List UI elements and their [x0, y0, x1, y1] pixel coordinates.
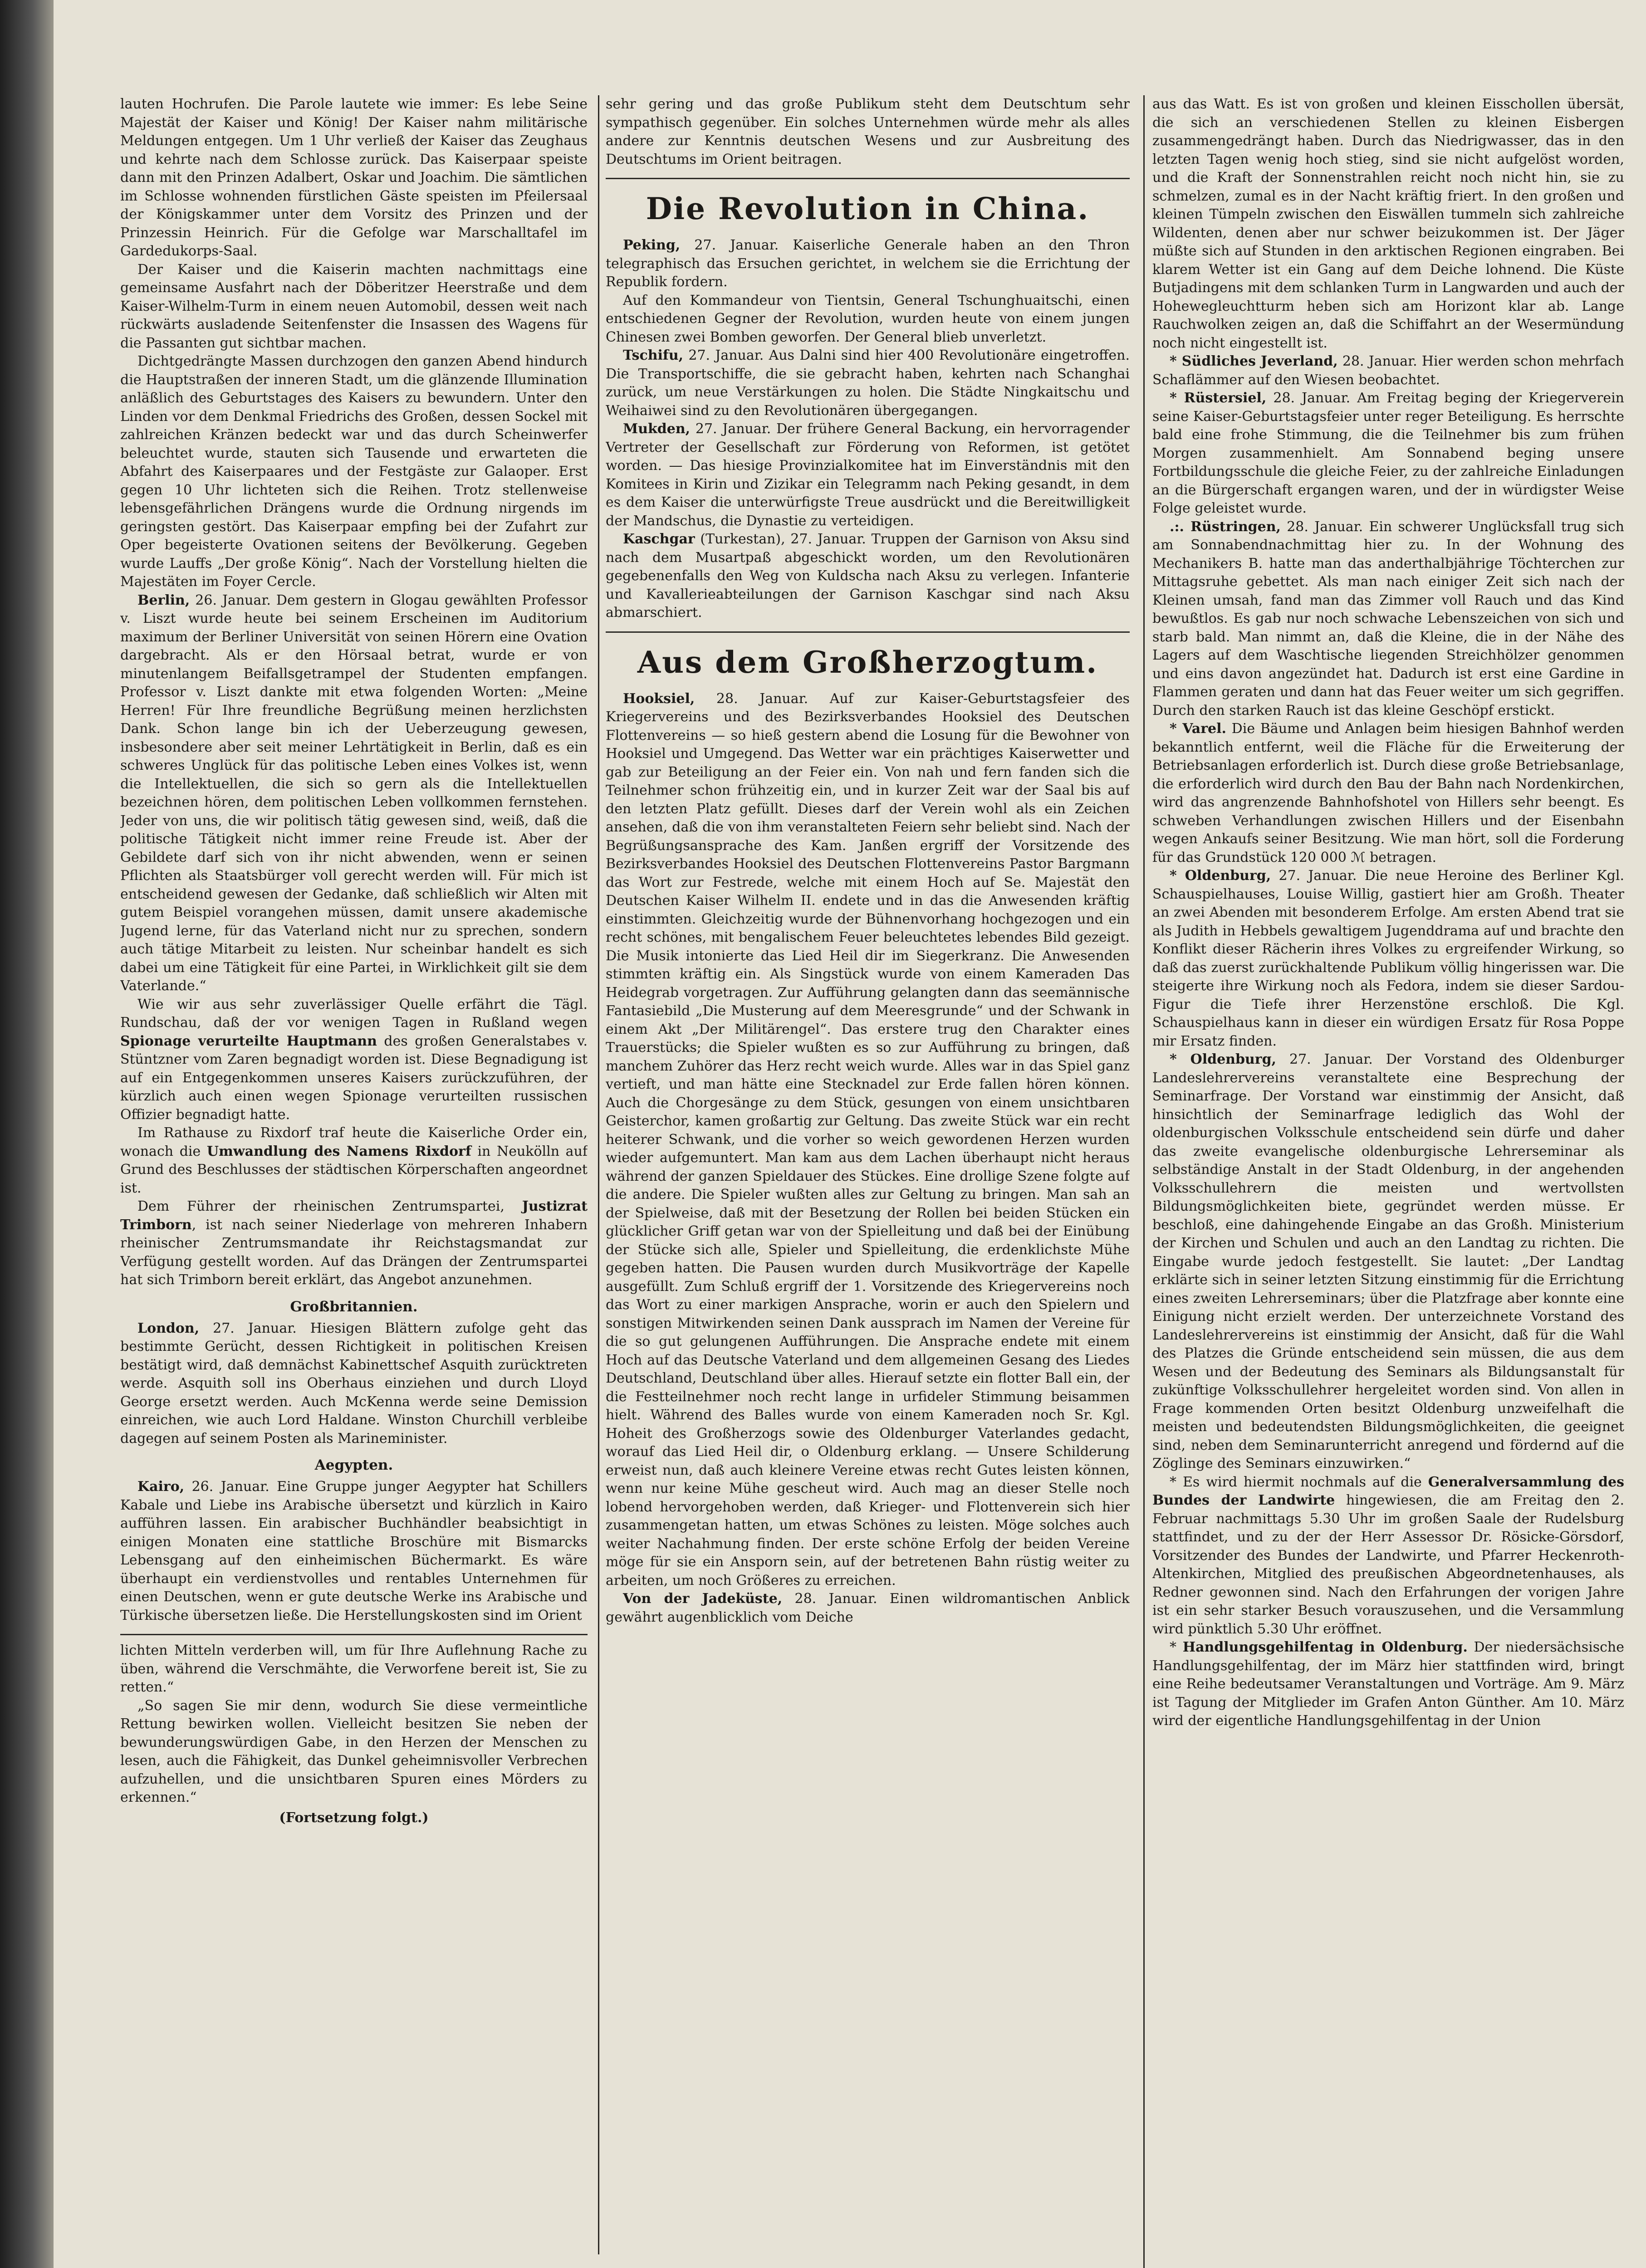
column-3 [1152, 95, 1624, 2268]
news-item-jeverland [1152, 352, 1624, 389]
news-item-tschifu [606, 347, 1130, 420]
news-item-jadekueste [606, 1590, 1130, 1627]
dateline-place: Kaschgar [623, 531, 695, 547]
article-paragraph: sehr gering und das große Publikum steht dem Deutschtum sehr sympathisch gegenüber. Ein solches Unternehmen würde mehr als alles andere zur Kenntnis deutschen Wesens und zur Ausbreitung des Deutschtums im Orient beitragen. [606, 96, 1130, 167]
dateline-place: * Oldenburg, [1170, 868, 1271, 884]
section-divider [606, 178, 1130, 179]
dateline-place: * Oldenburg, [1170, 1051, 1277, 1067]
news-text: 28. Januar. Ein schwerer Unglücksfall trug sich am Sonnabendnachmittag hier zu. In der Wohnung des Mechanikers B. hatte man das anderthalbjährige Töchterchen zur Mittagsruhe gebettet. Als man nach einiger Zeit sich nach der Kleinen umsah, fand man das Zimmer voll Rauch und das Kind bewußtlos. Es gab nur noch schwache Lebenszeichen von sich und starb bald. Man nimmt an, daß die Kleine, die in der Nähe des Lagers auf dem Waschtische liegenden Streichhölzer genommen und eins davon angezündet hat. Dadurch ist erst eine Gardine in Flammen geraten und dann hat das Feuer weiter um sich gegriffen. Durch den starken Rauch ist das kleine Geschöpf erstickt. [1152, 518, 1624, 719]
news-item-ruestersiel [1152, 389, 1624, 518]
news-text: (Turkestan), 27. Januar. Truppen der Garnison von Aksu sind nach dem Musartpaß abgeschickt worden, um den Revolutionären gegebenenfalls den Weg von Kuldscha nach Aksu zu verlegen. Infanterie und Kavallerieabteilungen der Garnison Kaschgar sind nach Aksu abmarschiert. [606, 531, 1130, 621]
news-text: 27. Januar. Die neue Heroine des Berliner Kgl. Schauspielhauses, Louise Willig, gastiert hier am Großh. Theater an zwei Abenden mit besonderem Erfolge. Am ersten Abend trat sie als Judith in Hebbels gewaltigem Jugenddrama auf und brachte den Konflikt dieser Rächerin ihres Volkes zu ergreifender Wirkung, so daß das zuerst zurückhaltende Publikum völlig hingerissen war. Die steigerte ihre Wirkung noch als Fedora, indem sie dieser Sardou-Figur die Tiefe ihrer Herzenstöne erschloß. Die Kgl. Schauspielhaus kann in dieser ein würdigen Ersatz für Rosa Poppe mir Ersatz finden. [1152, 868, 1624, 1049]
article-paragraph: Auf den Kommandeur von Tientsin, General Tschunghuaitschi, einen entschiedenen Gegner der Revolution, wurden heute von einem jungen Chinesen zwei Bomben geworfen. Der General blieb unverletzt. [606, 292, 1130, 345]
news-text: 28. Januar. Einen wildromantischen Anblick gewährt augenblicklich vom Deiche [606, 1591, 1130, 1625]
news-item-generalversammlung [1152, 1473, 1624, 1639]
text-run: Im Rathause zu Rixdorf traf heute die Kaiserliche Order ein, wonach die [120, 1125, 588, 1159]
bold-run: Spionage verurteilte Hauptmann [120, 1033, 377, 1049]
news-item-kairo [120, 1478, 588, 1625]
book-spine [0, 0, 54, 2268]
news-text: 26. Januar. Dem gestern in Glogau gewählten Professor v. Liszt wurde heute bei seinem Erscheinen im Auditorium maximum der Berliner Universität von seinen Hörern eine Ovation dargebracht. Als er den Hörsaal betrat, wurde er von minutenlangem Beifallsgetrampel der Studenten empfangen. Professor v. Liszt dankte mit etwa folgenden Worten: „Meine Herren! Für Ihre freundliche Begrüßung meinen herzlichsten Dank. Schon lange bin ich der Ueberzeugung gewesen, insbesondere aber seit meiner Lehrtätigkeit in Berlin, daß es ein schweres Unglück für das politische Leben eines Volkes ist, wenn die Intellektuellen, die sich so gern als die Intellektuellen bezeichnen hören, dem politischen Leben vollkommen fernstehen. Jeder von uns, die wir politisch tätig gewesen sind, weiß, daß die politische Tätigkeit nicht immer reine Freude ist. Aber der Gebildete darf sich von ihr nicht abwenden, wenn er seinen Pflichten als Staatsbürger voll gerecht werden will. Für mich ist entscheidend gewesen der Gedanke, daß schließlich wir Alten mit gutem Beispiel vorangehen müssen, damit unsere akademische Jugend lerne, für das Vaterland nicht nur zu sprechen, sondern auch tätige Mitarbeit zu leisten. Nur scheinbar handelt es sich dabei um eine Tätigkeit für eine Partei, in Wirklichkeit gilt sie dem Vaterlande.“ [120, 592, 588, 994]
dateline-place: * Rüstersiel, [1170, 390, 1267, 406]
news-text: 28. Januar. Hier werden schon mehrfach Schaflämmer auf den Wiesen beobachtet. [1152, 353, 1624, 388]
text-run: * [1170, 1639, 1183, 1655]
section-heading: Aus dem Großherzogtum. [637, 644, 1098, 680]
news-item-berlin [120, 591, 588, 996]
feuilleton-paragraph: „So sagen Sie mir denn, wodurch Sie diese vermeintliche Rettung bewirken wollen. Vielleicht besitzen Sie neben der bewunderungswürdigen Gabe, in den Herzen der Menschen zu lesen, auch die Fähigkeit, das Dunkel geheimnisvoller Verbrechen aufzuhellen, und die unsichtbaren Spuren eines Mörders zu erkennen.“ [120, 1697, 588, 1805]
article-paragraph [120, 1198, 588, 1290]
section-heading: Die Revolution in China. [646, 191, 1090, 226]
continuation-note: (Fortsetzung folgt.) [279, 1809, 429, 1826]
section-divider [606, 631, 1130, 633]
dateline-place: * Südliches Jeverland, [1170, 353, 1338, 369]
column-rule [598, 95, 599, 2254]
news-item-oldenburg [1152, 867, 1624, 1051]
article-paragraph [120, 1124, 588, 1198]
dateline-place: Kairo, [137, 1479, 185, 1495]
news-item-hooksiel [606, 690, 1130, 1590]
dateline-place: Berlin, [137, 592, 190, 608]
dateline-place: Von der Jadeküste, [623, 1591, 783, 1607]
news-text: 27. Januar. Der frühere General Backung, ein hervorragender Vertreter der Gesellschaft zur Förderung von Reformen, ist getötet worden. — Das hiesige Provinzialkomitee hat im Einverständnis mit den Komitees in Kirin und Zizikar ein Telegramm nach Peking gesandt, in dem es dem Kaiser die unterwürfigste Treue ausdrückt und die Bereitwilligkeit der Mandschus, die Dynastie zu verteidigen. [606, 421, 1130, 529]
dateline-place: Mukden, [623, 421, 691, 437]
news-text: 28. Januar. Auf zur Kaiser-Geburtstagsfeier des Kriegervereins und des Bezirksverbandes Hooksiel des Deutschen Flottenvereins — so hieß gestern abend die Losung für die Bewohner von Hooksiel und Umgegend. Das Wetter war ein prächtiges Kaiserwetter und gab zur Beteiligung an der Feier ein. Von nah und fern fanden sich die Teilnehmer schon frühzeitig ein, und in kurzer Zeit war der Saal bis auf den letzten Platz gefüllt. Dieses darf der Verein wohl als ein Zeichen ansehen, daß die von ihm veranstalteten Feiern sehr beliebt sind. Nach der Begrüßungsansprache des Kam. Janßen ergriff der Vorsitzende des Bezirksverbandes Hooksiel des Deutschen Flottenvereins Pastor Bargmann das Wort zur Festrede, welche mit einem Hoch auf Se. Majestät den Deutschen Kaiser Wilhelm II. endete und in das die Anwesenden kräftig einstimmten. Gleichzeitig wurde der Bühnenvorhang hochgezogen und ein recht schönes, mit bengalischem Feuer beleuchtetes lebendes Bild gezeigt. Die Musik intonierte das Lied Heil dir im Siegerkranz. Die Anwesenden stimmten kräftig ein. Als Singstück wurde von einem Kameraden Das Heidegrab vorgetragen. Zur Aufführung gelangten dann das seemännische Fantasiebild „Die Musterung auf dem Meeresgrunde“ und der Schwank in einem Akt „Der Militärengel“. Das erstere trug den Charakter eines Trauerstücks; die Spieler wußten es so zur Aufführung zu bringen, daß manchem Zuhörer das Herz recht weich wurde. Alles war in das Spiel ganz vertieft, und man hätte eine Stecknadel zur Erde fallen hören können. Auch die Chorgesänge zu dem Stück, gesungen von einem unsichtbaren Geisterchor, kamen großartig zur Geltung. Das zweite Stück war ein recht heiterer Schwank, und die vorher so weich gewordenen Herzen wurden wieder aufgemuntert. Man kam aus dem Lachen überhaupt nicht heraus während der ganzen Spieldauer des Stückes. Eine drollige Szene folgte auf die andere. Die Spieler wußten alles zur Geltung zu bringen. Man sah an der Spielweise, daß mit der Besetzung der Rollen bei beiden Stücken ein glücklicher Griff getan war von der Spielleitung und daß bei der Einübung der Stücke sich alle, Spieler und Spielleitung, die erdenklichste Mühe gegeben hatten. Die Pausen wurden durch Musikvorträge der Kapelle ausgefüllt. Zum Schluß ergriff der 1. Vorsitzende des Kriegervereins noch das Wort zu einer markigen Ansprache, worin er auch den Spielern und sonstigen Mitwirkenden seinen Dank aussprach im Namen der Vereine für die so gut gelungenen Aufführungen. Die Ansprache endete mit einem Hoch auf das Deutsche Vaterland und dem allgemeinen Gesang des Liedes Deutschland, Deutschland über alles. Hierauf setzte ein flotter Ball ein, der die Festteilnehmer noch recht lange in urfideler Stimmung beisammen hielt. Während des Balles wurde von einem Kameraden noch Sr. Kgl. Hoheit des Großherzogs sowie des Oldenburger Vaterlandes gedacht, worauf das Lied Heil dir, o Oldenburg erklang. — Unsere Schilderung erweist nun, daß auch kleinere Vereine etwas recht Gutes leisten können, wenn nur keine Mühe gescheut wird. Auch mag an dieser Stelle noch lobend hervorgehoben werden, daß Krieger- und Flottenverein sich hier zusammengetan hatten, um etwas Schönes zu leisten. Möge solches auch weiter Nachahmung finden. Der erste schöne Erfolg der beiden Vereine möge für sie ein Ansporn sein, auf der betretenen Bahn rüstig weiter zu arbeiten, um noch Größeres zu erreichen. [606, 690, 1130, 1589]
feuilleton-paragraph: lichten Mitteln verderben will, um für Ihre Auflehnung Rache zu üben, während die Verschmähte, die Verworfene bereit ist, Sie zu retten.“ [120, 1642, 588, 1695]
dateline-place: Tschifu, [623, 347, 684, 363]
news-item-oldenburg [1152, 1051, 1624, 1473]
text-run: des großen Generalstabes v. Stüntzner vom Zaren begnadigt worden ist. Diese Begnadigung ist auf ein Entgegenkommen unseres Kaisers zurückzuführen, der kürzlich auch einen wegen Spionage verurteilten russischen Offizier begnadigt hatte. [120, 1033, 588, 1123]
dateline-place: London, [137, 1320, 200, 1336]
news-item-handlungsgehilfentag [1152, 1638, 1624, 1730]
bold-run: Handlungsgehilfentag in Oldenburg. [1182, 1639, 1468, 1655]
news-text: 28. Januar. Am Freitag beging der Kriegerverein seine Kaiser-Geburtstagsfeier unter reger Beteiligung. Es herrschte bald eine frohe Stimmung, die die Teilnehmer bis zum frühen Morgen zusammenhielt. Am Sonnabend beging unsere Fortbildungsschule die gleiche Feier, zu der zahlreiche Einladungen an die Bürgerschaft ergangen waren, und der in würdigster Weise Folge geleistet wurde. [1152, 390, 1624, 516]
news-item-mukden [606, 420, 1130, 530]
news-item-ruestringen [1152, 518, 1624, 720]
column-2 [606, 95, 1130, 2268]
dateline-place: .:. Rüstringen, [1170, 518, 1281, 535]
text-run: Wie wir aus sehr zuverlässiger Quelle erfährt die Tägl. Rundschau, daß der vor wenigen Tagen in Rußland wegen [120, 996, 588, 1031]
text-run: * Es wird hiermit nochmals auf die [1170, 1474, 1428, 1490]
article-paragraph: Der Kaiser und die Kaiserin machten nachmittags eine gemeinsame Ausfahrt nach der Döberitzer Heerstraße und dem Kaiser-Wilhelm-Turm in einem neuen Automobil, dessen weit nach rückwärts ausladende Seitenfenster die Insassen des Wagens für die Passanten gut sichtbar machen. [120, 261, 588, 351]
news-item-varel [1152, 720, 1624, 867]
article-paragraph: lauten Hochrufen. Die Parole lautete wie immer: Es lebe Seine Majestät der Kaiser und König! Der Kaiser nahm militärische Meldungen entgegen. Um 1 Uhr verließ der Kaiser das Zeughaus und kehrte nach dem Schlosse zurück. Das Kaiserpaar speiste dann mit den Prinzen Adalbert, Oskar und Joachim. Die sämtlichen im Schlosse wohnenden fürstlichen Gäste speisten im Pfeilersaal der Königskammer unter dem Vorsitz des Prinzen und der Prinzessin Heinrich. Für die Gefolge war Marschalltafel im Gardedukorps-Saal. [120, 96, 588, 259]
text-run: Der niedersächsische Handlungsgehilfentag, der im März hier stattfinden wird, bringt eine Reihe bedeutsamer Veranstaltungen und Vorträge. Am 9. März ist Tagung der Mitglieder im Grafen Anton Günther. Am 10. März wird der eigentliche Handlungsgehilfentag in der Union [1152, 1639, 1624, 1729]
feuilleton-divider [120, 1634, 588, 1635]
text-run: hingewiesen, die am Freitag den 2. Februar nachmittags 5.30 Uhr im großen Saale der Rudelsburg stattfindet, und zu der der Herr Assessor Dr. Rösicke-Görsdorf, Vorsitzender des Bundes der Landwirte, und Pfarrer Heckenroth-Altenkirchen, Mitglied des preußischen Abgeordnetenhauses, als Redner gewonnen sind. Nach den Erfahrungen der vorigen Jahre ist ein sehr starker Besuch vorauszusehen, und die Versammlung wird pünktlich 5.30 Uhr eröffnet. [1152, 1492, 1624, 1637]
column-rule [1143, 95, 1145, 2268]
bold-run: Umwandlung des Namens Rixdorf [206, 1143, 471, 1159]
text-run: Dem Führer der rheinischen Zentrumspartei, [137, 1198, 522, 1214]
news-text: 27. Januar. Kaiserliche Generale haben an den Thron telegraphisch das Ersuchen gerichtet, in welchem sie die Errichtung der Republik fordern. [606, 237, 1130, 290]
news-item-peking [606, 236, 1130, 292]
article-paragraph [120, 996, 588, 1124]
article-paragraph: Dichtgedrängte Massen durchzogen den ganzen Abend hindurch die Hauptstraßen der inneren Stadt, um die glänzende Illumination anläßlich des Geburtstages des Kaisers zu bewundern. Unter den Linden vor dem Denkmal Friedrichs des Großen, dessen Sockel mit zahlreichen Kränzen bedeckt war und das durch Scheinwerfer beleuchtet wurde, stauten sich Tausende und erwarteten die Abfahrt des Kaiserpaares und der Festgäste zur Galaoper. Erst gegen 10 Uhr lichteten sich die Reihen. Trotz stellenweise lebensgefährlichen Drängens wurde die Ordnung nirgends im geringsten gestört. Das Kaiserpaar empfing bei der Zufahrt zur Oper begeisterte Ovationen seitens der Bevölkerung. Gegeben wurde Lauffs „Der große König“. Nach der Vorstellung hielten die Majestäten im Foyer Cercle. [120, 353, 588, 590]
dateline-place: Peking, [623, 237, 681, 253]
article-paragraph: aus das Watt. Es ist von großen und kleinen Eisschollen übersät, die sich an verschiedenen Stellen zu kleinen Eisbergen zusammengedrängt haben. Durch das Niedrigwasser, das in den letzten Tagen wenig hoch stieg, sind sie nicht aufgelöst worden, und die Kraft der Sonnenstrahlen reicht noch nicht hin, sie zu schmelzen, zumal es in der Nacht kräftig friert. In den großen und kleinen Tümpeln zwischen den Eiswällen tummeln sich zahlreiche Wildenten, denen aber nur schwer beizukommen ist. Der Jäger müßte sich auf Stunden in den arktischen Regionen eingraben. Bei klarem Wetter ist ein Gang auf dem Deiche lohnend. Die Küste Butjadingens mit dem schlanken Turm in Langwarden und auch der Hohewegleuchtturm heben sich am Horizont klar ab. Lange Rauchwolken zeigen an, daß die Schiffahrt an der Wesermündung noch nicht eingestellt ist. [1152, 96, 1624, 351]
news-item-kaschgar [606, 530, 1130, 622]
bold-run: Generalversammlung des Bundes der Landwirte [1152, 1474, 1624, 1508]
news-item-london [120, 1320, 588, 1448]
news-text: 27. Januar. Hiesigen Blättern zufolge geht das bestimmte Gerücht, dessen Richtigkeit in politischen Kreisen bestätigt wird, daß demnächst Kabinettschef Asquith zurücktreten werde. Asquith soll ins Oberhaus einziehen und durch Lloyd George ersetzt werden. Auch McKenna werde seine Demission einreichen, wie auch Lord Haldane. Winston Churchill verbleibe dagegen auf seinem Posten als Marineminister. [120, 1320, 588, 1447]
news-text: Die Bäume und Anlagen beim hiesigen Bahnhof werden bekanntlich entfernt, weil die Fläche für die Erweiterung der Betriebsanlagen erforderlich ist. Durch diese große Betriebsanlage, die erforderlich wird durch den Bau der Bahn nach Nordenkirchen, wird das angrenzende Bahnhofshotel von Hillers sehr beengt. Es schweben Verhandlungen zwischen Hillers und der Eisenbahn wegen Ankaufs seiner Besitzung. Wie man hört, soll die Forderung für das Grundstück 120 000 ℳ betragen. [1152, 721, 1624, 865]
text-run: , ist nach seiner Niederlage von mehreren Inhabern rheinischer Zentrumsmandate ihr Reichstagsmandat zur Verfügung gestellt worden. Auf das Drängen der Zentrumspartei hat sich Trimborn bereit erklärt, das Angebot anzunehmen. [120, 1217, 588, 1288]
dateline-place: * Varel. [1170, 721, 1226, 737]
news-text: 27. Januar. Der Vorstand des Oldenburger Landeslehrervereins veranstaltete eine Besprechung der Seminarfrage. Der Vorstand war einstimmig der Ansicht, daß hinsichtlich der Seminarfrage lediglich das Wohl der oldenburgischen Volksschule entscheidend sein dürfe und daher das zweite evangelische oldenburgische Lehrerseminar als selbständige Anstalt in der Stadt Oldenburg, in der angehenden Volksschullehrern die meisten und wertvollsten Bildungsmöglichkeiten biete, gegründet werden müsse. Er beschloß, eine dahingehende Eingabe an das Großh. Ministerium der Kirchen und Schulen und auch an den Landtag zu richten. Die Eingabe wurde jedoch festgestellt. Sie lautet: „Der Landtag erklärte sich in seiner letzten Sitzung einstimmig für die Errichtung eines zweiten Lehrerseminars; über die Platzfrage aber konnte eine Einigung nicht erzielt werden. Der unterzeichnete Vorstand des Landeslehrervereins ist einstimmig der Ansicht, daß für die Wahl des Platzes die Gründe entscheidend sein müssen, die aus dem Wesen und der Bedeutung des Seminars als Bildungsanstalt für zukünftige Volksschullehrer hergeleitet worden sind. Von allen in Frage kommenden Orten besitzt Oldenburg unzweifelhaft die meisten und bedeutendsten Bildungsmöglichkeiten, die geeignet sind, neben dem Seminarunterricht anregend und fördernd auf die Zöglinge des Seminars einzuwirken.“ [1152, 1051, 1624, 1471]
bold-run: Justizrat Trimborn [120, 1198, 588, 1233]
section-subheading: Großbritannien. [290, 1298, 418, 1315]
news-text: 27. Januar. Aus Dalni sind hier 400 Revolutionäre eingetroffen. Die Transportschiffe, die sie gebracht haben, kehrten nach Schanghai zurück, um neue Verstärkungen zu holen. Die Städte Ningkaitschu und Weihaiwei sind zu den Revolutionären übergegangen. [606, 347, 1130, 419]
dateline-place: Hooksiel, [623, 690, 695, 707]
section-subheading: Aegypten. [314, 1457, 393, 1473]
news-text: 26. Januar. Eine Gruppe junger Aegypter hat Schillers Kabale und Liebe ins Arabische übersetzt und kürzlich in Kairo aufführen lassen. Ein arabischer Buchhändler beabsichtigt in einigen Monaten eine stattliche Broschüre mit Bismarcks Lebensgang auf den einheimischen Büchermarkt. Es wäre überhaupt ein verdienstvolles und rentables Unternehmen für einen Deutschen, wenn er gute deutsche Werke ins Arabische und Türkische übersetzen ließe. Die Herstellungskosten sind im Orient [120, 1479, 588, 1623]
text-run: in Neukölln auf Grund des Beschlusses der städtischen Körperschaften angeordnet ist. [120, 1143, 588, 1196]
column-1 [120, 95, 588, 2259]
